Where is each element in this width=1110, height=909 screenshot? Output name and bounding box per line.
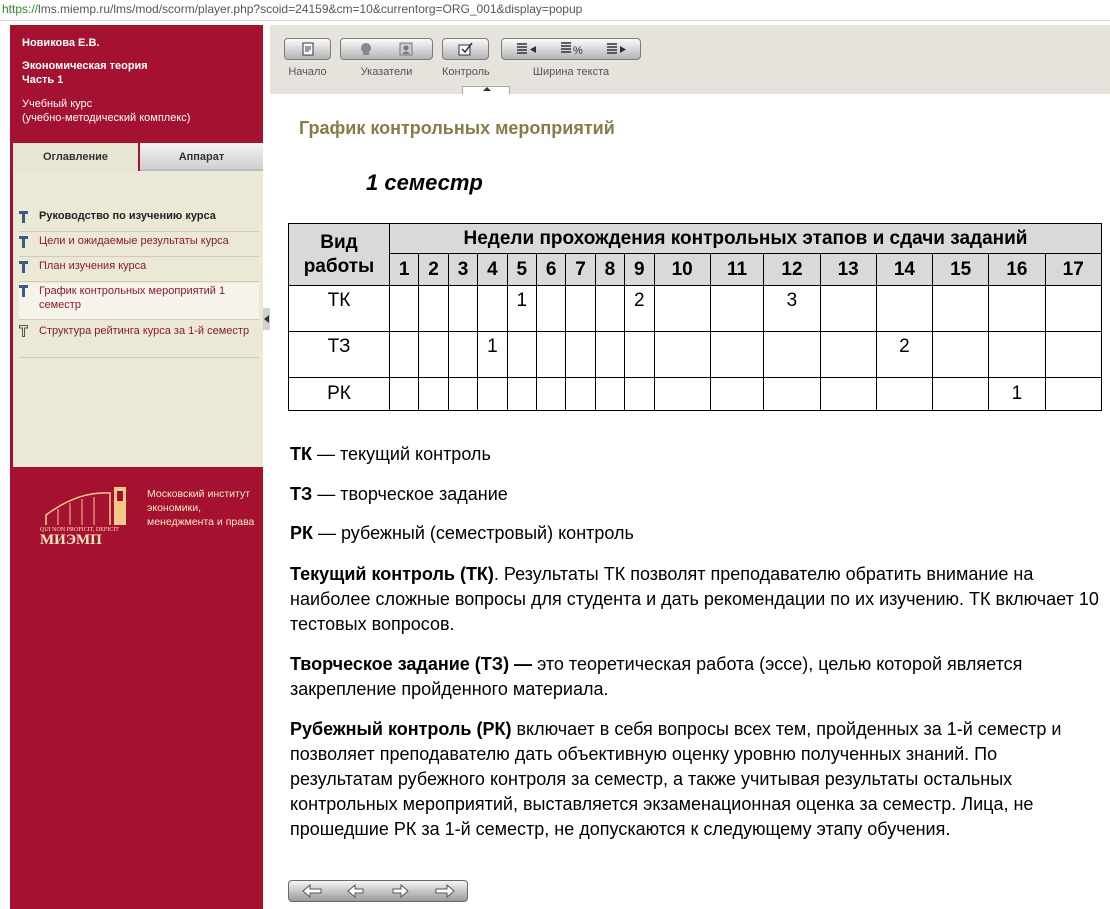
paragraph-tk-heading: Текущий контроль (ТК) bbox=[290, 564, 494, 584]
table-cell bbox=[478, 286, 507, 332]
table-cell bbox=[654, 378, 710, 411]
address-bar[interactable] bbox=[0, 0, 1110, 21]
table-cell: 2 bbox=[625, 286, 654, 332]
toc-item-label: План изучения курса bbox=[39, 260, 147, 272]
paragraph-tk-text: . Результаты ТК позволят преподавателю обратить внимание на наиболее сложные вопросы для студента и дать рекомендации по их изучению. ТК включает 10 тестовых вопросов. bbox=[290, 564, 1099, 634]
last-page-icon[interactable] bbox=[435, 884, 455, 898]
table-cell: 2 bbox=[876, 332, 932, 378]
tab-apparatus[interactable]: Аппарат bbox=[140, 143, 263, 171]
toc-item-plan[interactable] bbox=[19, 259, 259, 282]
table-cell bbox=[764, 378, 820, 411]
logo-motto: QUI NON PROFICIT, DEFICIT bbox=[40, 527, 119, 533]
table-cell bbox=[595, 378, 624, 411]
week-header-11: 11 bbox=[710, 254, 764, 286]
course-type-line2: (учебно-методический комплекс) bbox=[22, 112, 191, 124]
legend-rk bbox=[290, 523, 634, 544]
table-cell bbox=[710, 378, 764, 411]
table-cell bbox=[390, 286, 419, 332]
page-title: График контрольных мероприятий bbox=[299, 118, 615, 138]
week-header-14: 14 bbox=[876, 254, 932, 286]
pointers-button[interactable] bbox=[340, 38, 433, 60]
table-cell bbox=[478, 378, 507, 411]
table-cell bbox=[820, 332, 876, 378]
control-button[interactable] bbox=[442, 38, 489, 60]
week-numbers-row bbox=[289, 254, 1102, 286]
book-icon bbox=[19, 261, 28, 273]
semester-heading: 1 семестр bbox=[366, 170, 483, 195]
text-reset-icon[interactable] bbox=[560, 42, 584, 56]
table-cell bbox=[1045, 332, 1102, 378]
table-cell: 1 bbox=[989, 378, 1045, 411]
pointers-label: Указатели bbox=[360, 66, 413, 78]
svg-text:%: % bbox=[573, 45, 583, 56]
week-header-17: 17 bbox=[1045, 254, 1102, 286]
text-width-label: Ширина текста bbox=[532, 66, 610, 78]
person-card-icon bbox=[399, 42, 413, 56]
document-icon bbox=[302, 42, 314, 56]
toolbar-tab-marker bbox=[462, 86, 510, 94]
table-cell bbox=[820, 286, 876, 332]
toc-item-label: График контрольных мероприятий 1 семестр bbox=[39, 285, 226, 311]
table-cell bbox=[1045, 378, 1102, 411]
logo-name: МИЭМП bbox=[40, 532, 102, 545]
week-header-6: 6 bbox=[536, 254, 565, 286]
course-author: Новикова Е.В. bbox=[22, 37, 100, 49]
week-header-7: 7 bbox=[566, 254, 595, 286]
table-row-tk bbox=[289, 286, 1102, 332]
legend-tk bbox=[290, 444, 491, 465]
row-name-cell: ТЗ bbox=[289, 332, 390, 378]
table-cell bbox=[654, 286, 710, 332]
table-cell bbox=[390, 332, 419, 378]
table-cell: 3 bbox=[764, 286, 820, 332]
table-row-rk bbox=[289, 378, 1102, 411]
paragraph-tz-heading: Творческое задание (ТЗ) — bbox=[290, 654, 533, 674]
table-cell bbox=[419, 378, 448, 411]
table-cell bbox=[764, 332, 820, 378]
sidebar-header bbox=[10, 25, 263, 143]
text-wide-icon[interactable] bbox=[606, 43, 628, 56]
paragraph-tz-text: это теоретическая работа (эссе), целью которой является закрепление пройденного материала. bbox=[290, 654, 1023, 699]
table-cell bbox=[536, 378, 565, 411]
sidebar-tabs bbox=[10, 143, 263, 171]
paragraph-tk bbox=[290, 562, 1100, 637]
tab-contents[interactable]: Оглавление bbox=[13, 143, 138, 171]
table-cell bbox=[448, 378, 477, 411]
table-cell bbox=[595, 332, 624, 378]
home-button[interactable] bbox=[284, 38, 331, 60]
miemp-logo bbox=[38, 485, 138, 545]
row-name-cell: ТК bbox=[289, 286, 390, 332]
table-cell bbox=[507, 332, 536, 378]
table-cell bbox=[566, 378, 595, 411]
checkbox-icon bbox=[458, 42, 474, 56]
book-icon bbox=[19, 236, 28, 248]
url-scheme: https:// bbox=[2, 2, 39, 16]
book-outline-icon bbox=[19, 325, 28, 337]
content-area bbox=[270, 94, 1110, 909]
row-header-cell bbox=[289, 224, 390, 286]
first-page-icon[interactable] bbox=[302, 884, 322, 898]
week-header-1: 1 bbox=[390, 254, 419, 286]
week-header-13: 13 bbox=[820, 254, 876, 286]
toc-item-guide[interactable] bbox=[19, 209, 259, 232]
table-row-tz bbox=[289, 332, 1102, 378]
legend-tz-text: — творческое задание bbox=[312, 484, 508, 504]
toc-item-goals[interactable] bbox=[19, 234, 259, 257]
collapse-arrow-icon bbox=[264, 315, 269, 323]
course-type-line1: Учебный курс bbox=[22, 98, 93, 110]
table-cell bbox=[820, 378, 876, 411]
table-cell bbox=[1045, 286, 1102, 332]
toc-item-label: Цели и ожидаемые результаты курса bbox=[39, 235, 229, 247]
course-title-line1: Экономическая теория bbox=[22, 60, 148, 72]
schedule-table bbox=[288, 223, 1102, 411]
toc-item-rating[interactable] bbox=[19, 323, 259, 358]
table-cell bbox=[710, 286, 764, 332]
table-cell bbox=[876, 286, 932, 332]
next-page-icon[interactable] bbox=[391, 884, 409, 898]
week-header-3: 3 bbox=[448, 254, 477, 286]
toc-item-label: Структура рейтинга курса за 1-й семестр bbox=[39, 325, 250, 337]
home-label: Начало bbox=[288, 66, 327, 78]
legend-rk-text: — рубежный (семестровый) контроль bbox=[313, 523, 634, 543]
table-cell bbox=[448, 286, 477, 332]
table-cell bbox=[448, 332, 477, 378]
course-type bbox=[22, 97, 190, 125]
table-header-row bbox=[289, 224, 1102, 254]
table-cell bbox=[933, 332, 989, 378]
table-cell bbox=[933, 286, 989, 332]
week-header-8: 8 bbox=[595, 254, 624, 286]
table-cell bbox=[419, 332, 448, 378]
table-cell bbox=[625, 332, 654, 378]
table-cell bbox=[566, 332, 595, 378]
toc-item-schedule[interactable] bbox=[19, 283, 259, 320]
table-cell bbox=[654, 332, 710, 378]
week-header-10: 10 bbox=[654, 254, 710, 286]
table-cell bbox=[933, 378, 989, 411]
course-title-line2: Часть 1 bbox=[22, 74, 64, 86]
table-cell bbox=[989, 286, 1045, 332]
tab-marker-arrow-icon bbox=[483, 87, 491, 91]
table-cell bbox=[876, 378, 932, 411]
paragraph-rk-heading: Рубежный контроль (РК) bbox=[290, 719, 512, 739]
toolbar bbox=[270, 25, 1110, 94]
table-cell bbox=[989, 332, 1045, 378]
week-header-12: 12 bbox=[764, 254, 820, 286]
week-header-9: 9 bbox=[625, 254, 654, 286]
legend-tk-text: — текущий контроль bbox=[311, 444, 491, 464]
week-header-15: 15 bbox=[933, 254, 989, 286]
course-title bbox=[22, 59, 148, 87]
sidebar bbox=[10, 25, 263, 909]
table-cell: 1 bbox=[507, 286, 536, 332]
book-icon bbox=[19, 211, 28, 223]
legend-tz-abbr: ТЗ bbox=[290, 484, 313, 504]
table-cell bbox=[507, 378, 536, 411]
url-text: lms.miemp.ru/lms/mod/scorm/player.php?scoid=24159&cm=10&currentorg=ORG_001&display=popup bbox=[38, 2, 583, 16]
paragraph-tz bbox=[290, 652, 1100, 702]
row-name-cell: РК bbox=[289, 378, 390, 411]
table-cell bbox=[536, 332, 565, 378]
page-navigation bbox=[288, 880, 468, 902]
table-cell bbox=[390, 378, 419, 411]
toc-item-label: Руководство по изучению курса bbox=[39, 210, 216, 222]
table-cell bbox=[536, 286, 565, 332]
table-cell bbox=[566, 286, 595, 332]
previous-page-icon[interactable] bbox=[347, 884, 365, 898]
week-header-16: 16 bbox=[989, 254, 1045, 286]
table-cell bbox=[419, 286, 448, 332]
weeks-header-cell: Недели прохождения контрольных этапов и сдачи заданий bbox=[390, 224, 1102, 254]
paragraph-rk bbox=[290, 717, 1100, 842]
book-icon bbox=[19, 285, 28, 297]
paragraph-rk-text: включает в себя вопросы всех тем, пройденных за 1-й семестр и позволяет преподавателю дать объективную оценку уровню полученных знаний. По результатам рубежного контроля за семестр, а также учитывая результаты остальных контрольных мероприятий, выставляется экзаменационная оценка за семестр. Лица, не прошедшие РК за 1-й семестр, не допускаются к следующему этапу обучения. bbox=[290, 719, 1062, 839]
table-of-contents bbox=[13, 171, 263, 467]
legend-tz bbox=[290, 484, 508, 505]
head-icon bbox=[359, 42, 373, 56]
table-cell bbox=[625, 378, 654, 411]
table-cell bbox=[595, 286, 624, 332]
row-header-label: Вид работы bbox=[303, 231, 375, 277]
legend-tk-abbr: ТК bbox=[290, 444, 312, 464]
week-header-5: 5 bbox=[507, 254, 536, 286]
table-cell bbox=[710, 332, 764, 378]
week-header-2: 2 bbox=[419, 254, 448, 286]
control-label: Контроль bbox=[442, 66, 490, 78]
legend-rk-abbr: РК bbox=[290, 523, 313, 543]
table-cell: 1 bbox=[478, 332, 507, 378]
text-narrow-icon[interactable] bbox=[516, 43, 538, 56]
text-width-group bbox=[501, 38, 641, 60]
week-header-4: 4 bbox=[478, 254, 507, 286]
institute-name: Московский институт экономики, менеджмента и права bbox=[147, 488, 255, 528]
